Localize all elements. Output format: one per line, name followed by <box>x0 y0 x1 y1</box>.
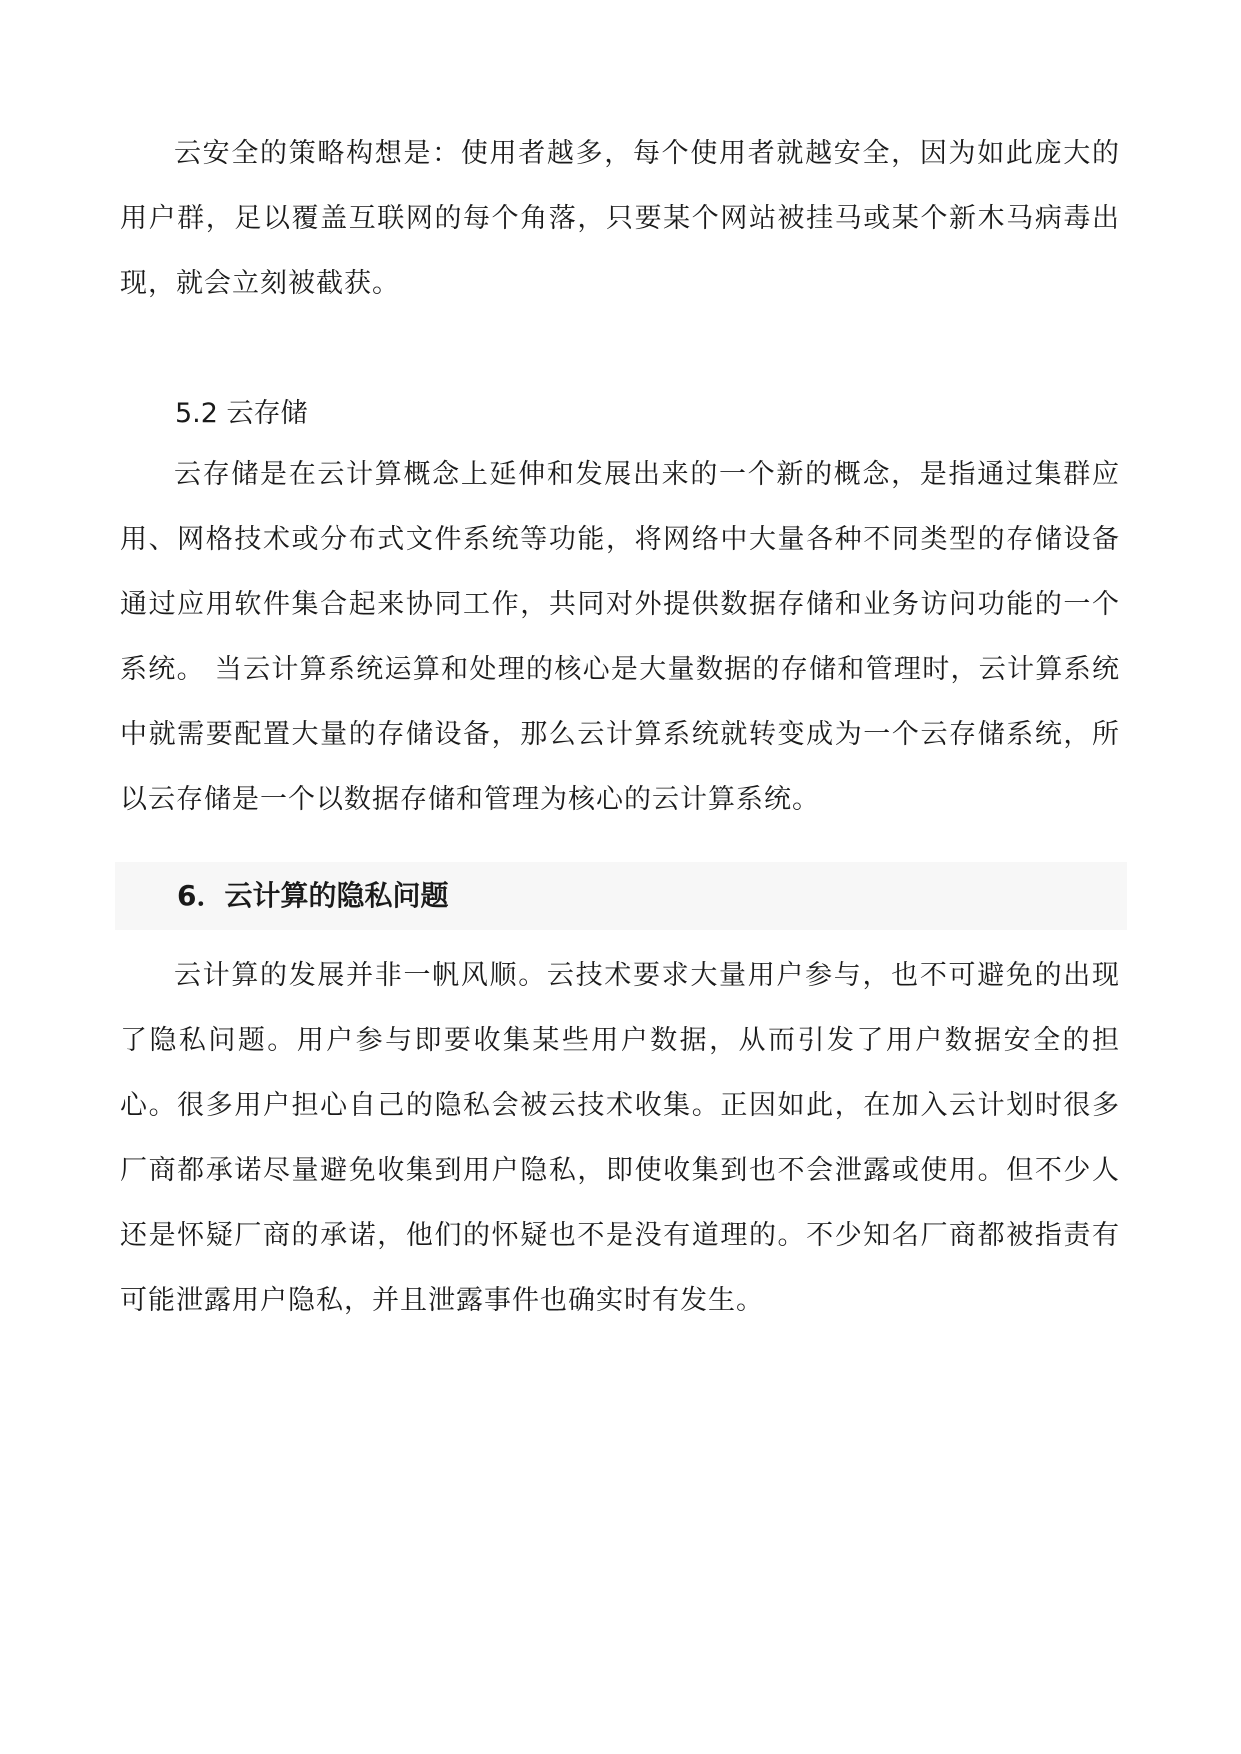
section-heading-cloud-storage: 5.2 云存储 <box>175 398 308 429</box>
paragraph-cloud-storage: 云存储是在云计算概念上延伸和发展出来的一个新的概念，是指通过集群应用、网格技术或分布式文件系统等功能，将网络中大量各种不同类型的存储设备通过应用软件集合起来协同工作，共同对外提供数据存储和业务访问功能的一个系统。 当云计算系统运算和处理的核心是大量数据的存储和管理时，云计算系统中就需要配置大量的存储设备，那么云计算系统就转变成为一个云存储系统，所以云存储是一个以数据存储和管理为核心的云计算系统。 <box>120 459 1120 815</box>
paragraph-privacy: 云计算的发展并非一帆风顺。云技术要求大量用户参与，也不可避免的出现了隐私问题。用户参与即要收集某些用户数据，从而引发了用户数据安全的担心。很多用户担心自己的隐私会被云技术收集。正因如此，在加入云计划时很多厂商都承诺尽量避免收集到用户隐私，即使收集到也不会泄露或使用。但不少人还是怀疑厂商的承诺，他们的怀疑也不是没有道理的。不少知名厂商都被指责有可能泄露用户隐私，并且泄露事件也确实时有发生。 <box>120 960 1120 1316</box>
section-heading-band <box>115 862 1127 930</box>
section-heading-privacy: 6．云计算的隐私问题 <box>177 879 449 912</box>
paragraph-cloud-security-strategy: 云安全的策略构想是：使用者越多，每个使用者就越安全，因为如此庞大的用户群，足以覆盖互联网的每个角落，只要某个网站被挂马或某个新木马病毒出现，就会立刻被截获。 <box>120 138 1120 299</box>
